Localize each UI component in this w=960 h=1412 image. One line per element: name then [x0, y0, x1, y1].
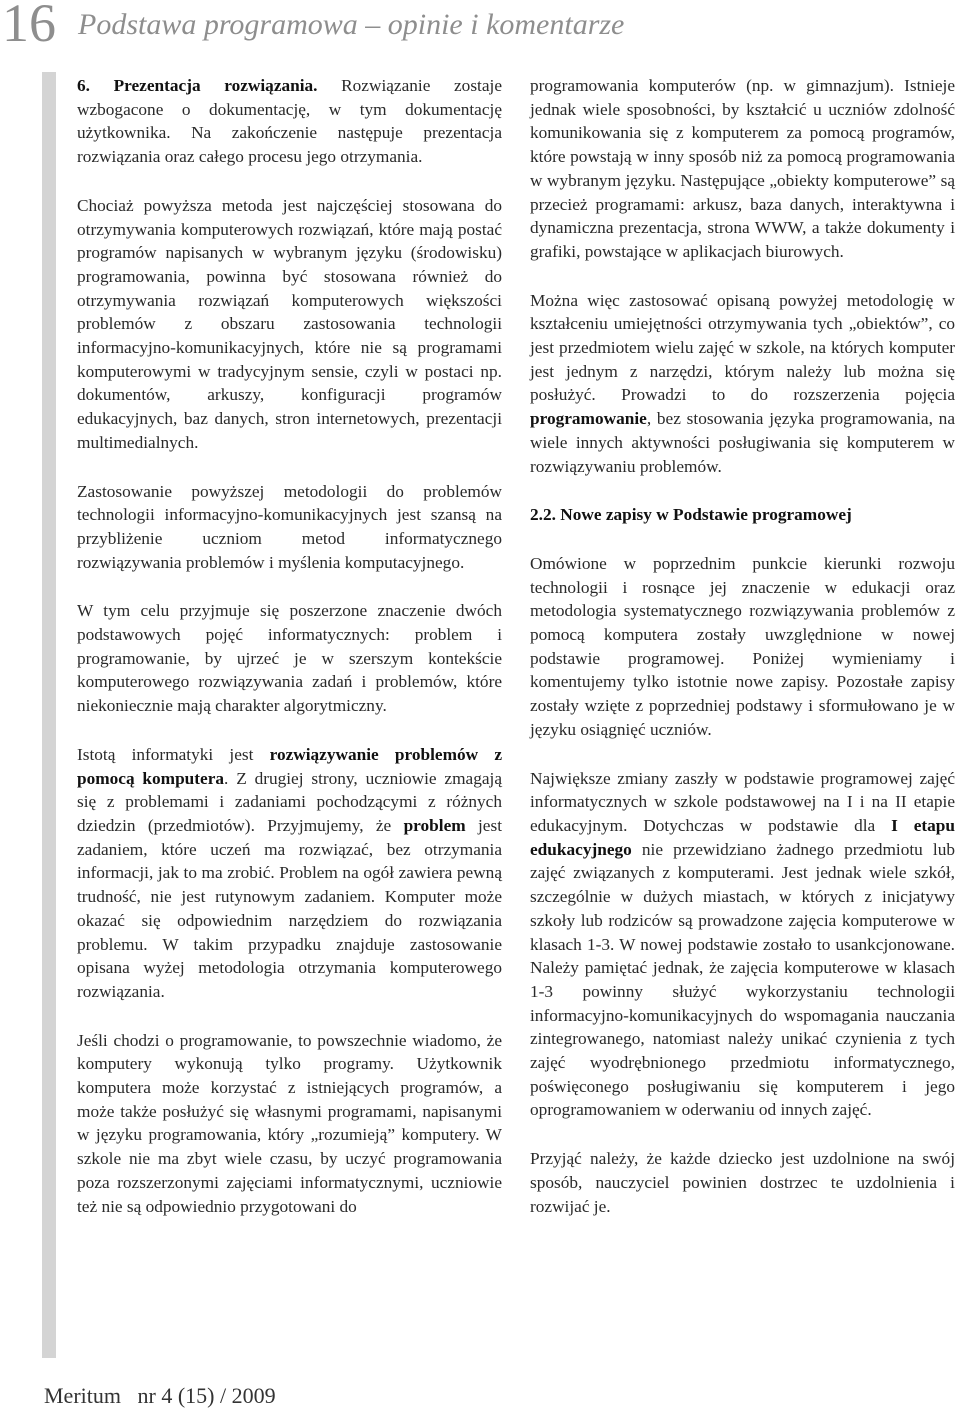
section-heading-text: 2.2. Nowe zapisy w Podstawie programowej — [530, 505, 852, 525]
emphasis: problem — [403, 815, 466, 835]
section-heading — [530, 503, 955, 527]
left-column — [77, 74, 502, 1243]
page-footer: Meritum nr 4 (15) / 2009 — [44, 1383, 276, 1408]
paragraph: Przyjąć należy, że każde dziecko jest uzdolnione na swój sposób, nauczyciel powinien dostrzec te uzdolnienia i rozwijać je. — [530, 1149, 955, 1216]
paragraph: Chociaż powyższa metoda jest najczęściej stosowana do otrzymywania komputerowych rozwiązań, które mają postać programów napisanych w wybranym języku (środowisku) programowania, powinna być stosowana również do otrzymywania rozwiązań komputerowych większości problemów z obszaru zastosowania technologii informacyjno-komunikacyjnych, które nie są programami komputerowymi w tradycyjnym sensie, czyli w postaci np. dokumentów, arkuszy, konfiguracji programów edukacyjnych, baz danych, stron internetowych, prezentacji multimedialnych. — [77, 195, 502, 452]
paragraph: Zastosowanie powyższej metodologii do problemów technologii informacyjno-komunikacyjnych jest szansą na przybliżenie uczniom metod informatycznego rozwiązywania problemów i myślenia komputacyjnego. — [77, 481, 502, 572]
page-number: 16 — [2, 0, 56, 53]
running-title: Podstawa programowa – opinie i komentarze — [78, 8, 625, 41]
paragraph: Omówione w poprzednim punkcie kierunki rozwoju technologii i rosnące jej znaczenie w edukacji oraz metodologia systematycznego rozwiązywania problemów z pomocą komputera zostały uwzględnione w nowej podstawie programowej. Poniżej wymieniamy i komentujemy tylko istotnie nowe zapisy. Pozostałe zapisy zostały wzięte z poprzedniej podstawy i sformułowano je w języku osiągnięć uczniów. — [530, 553, 955, 739]
paragraph — [77, 743, 502, 1004]
page-header — [0, 0, 960, 60]
paragraph — [530, 289, 955, 479]
emphasis: rozwiązywanie problemów z pomocą komputera — [77, 744, 502, 788]
right-column — [530, 74, 955, 1243]
paragraph: programowania komputerów (np. w gimnazjum). Istnieje jednak wiele sposobności, by kształcić u uczniów zdolność komunikowania się z komputerem za pomocą programów, które powstają w inny sposób niż za pomocą programowania w wybranym języku. Następujące „obiekty komputerowe” są przecież programami: arkusz, baza danych, interaktywna i dynamiczna prezentacja, strona WWW, a także dokumenty i grafiki, powstające w aplikacjach biurowych. — [530, 76, 955, 261]
margin-rule — [42, 72, 56, 1358]
paragraph-text: . Z drugiej strony, uczniowie zmagają się z problemami i zadaniami pochodzącymi z różnych dziedzin (przedmiotów). Przyjmujemy, że — [77, 768, 502, 835]
paragraph-text: Istotą informatyki jest — [77, 744, 270, 764]
step-label: 6. Prezentacja rozwiązania. — [77, 76, 318, 95]
paragraph: Jeśli chodzi o programowanie, to powszechnie wiadomo, że komputery wykonują tylko programy. Użytkownik komputera może korzystać z istniejących programów, a może także posłużyć się własnymi programami, napisanymi w języku programowania, który „rozumieją” komputery. W szkole nie ma zbyt wiele czasu, by uczyć programowania poza rozszerzonymi zajęciami informatycznymi, uczniowie też nie są odpowiednio przygotowani do — [77, 1030, 502, 1216]
paragraph-text: , bez stosowania języka programowania, na wiele innych aktywności posługiwania się komputerem w rozwiązywaniu problemów. — [530, 409, 955, 476]
paragraph: W tym celu przyjmuje się poszerzone znaczenie dwóch podstawowych pojęć informatycznych: problem i programowanie, by ujrzeć je w szerszym kontekście komputerowego rozwiązywania zadań i problemów, które niekoniecznie mają charakter algorytmiczny. — [77, 601, 502, 716]
emphasis: I etapu edukacyjnego — [530, 815, 955, 859]
paragraph-text: jest zadaniem, które uczeń ma rozwiązać, bez otrzymania informacji, jak to ma zrobić. Problem na ogół zawiera pewną trudność, nie jest rutynowym zadaniem. Komputer może okazać się odpowiednim narzędziem do rozwiązania problemu. W takim przypadku znajduje zastosowanie opisana wyżej metodologia otrzymania komputerowego rozwiązania. — [77, 815, 502, 1001]
paragraph — [77, 74, 502, 169]
paragraph-text: nie przewidziano żadnego przedmiotu lub zajęć związanych z komputerami. Jest jednak wiele szkół, szczególnie w dużych miastach, w których z inicjatywy szkoły lub rodziców są prowadzone zajęcia komputerowe w klasach 1-3. W nowej podstawie zostało to usankcjonowane. Należy pamiętać jednak, że zajęcia komputerowe w klasach 1-3 powinny służyć wykorzystaniu technologii informacyjno-komunikacyjnych do wspomagania nauczania zintegrowanego, natomiast należy unikać czynienia z tych zajęć wyodrębnionego przedmiotu informatycznego, poświęconego posługiwaniu się komputerem i jego oprogramowaniem w oderwaniu od innych zajęć. — [530, 839, 955, 1120]
paragraph-text: Rozwiązanie zostaje wzbogacone o dokumentację, w tym dokumentację użytkownika. Na zakończenie następuje prezentacja rozwiązania oraz całego procesu jego otrzymania. — [77, 76, 502, 167]
emphasis: programowanie — [530, 409, 647, 429]
paragraph-text: Największe zmiany zaszły w podstawie programowej zajęć informatycznych w szkole podstawowej na I i na II etapie edukacyjnym. Dotychczas w podstawie dla — [530, 768, 955, 835]
paragraph-text: Można więc zastosować opisaną powyżej metodologię w kształceniu umiejętności otrzymywania tych „obiektów”, co jest przedmiotem wielu zajęć w szkole, na których komputer jest jednym z narzędzi, którym należy lub można się posłużyć. Prowadzi to do rozszerzenia pojęcia — [530, 290, 955, 405]
paragraph — [530, 767, 955, 1123]
